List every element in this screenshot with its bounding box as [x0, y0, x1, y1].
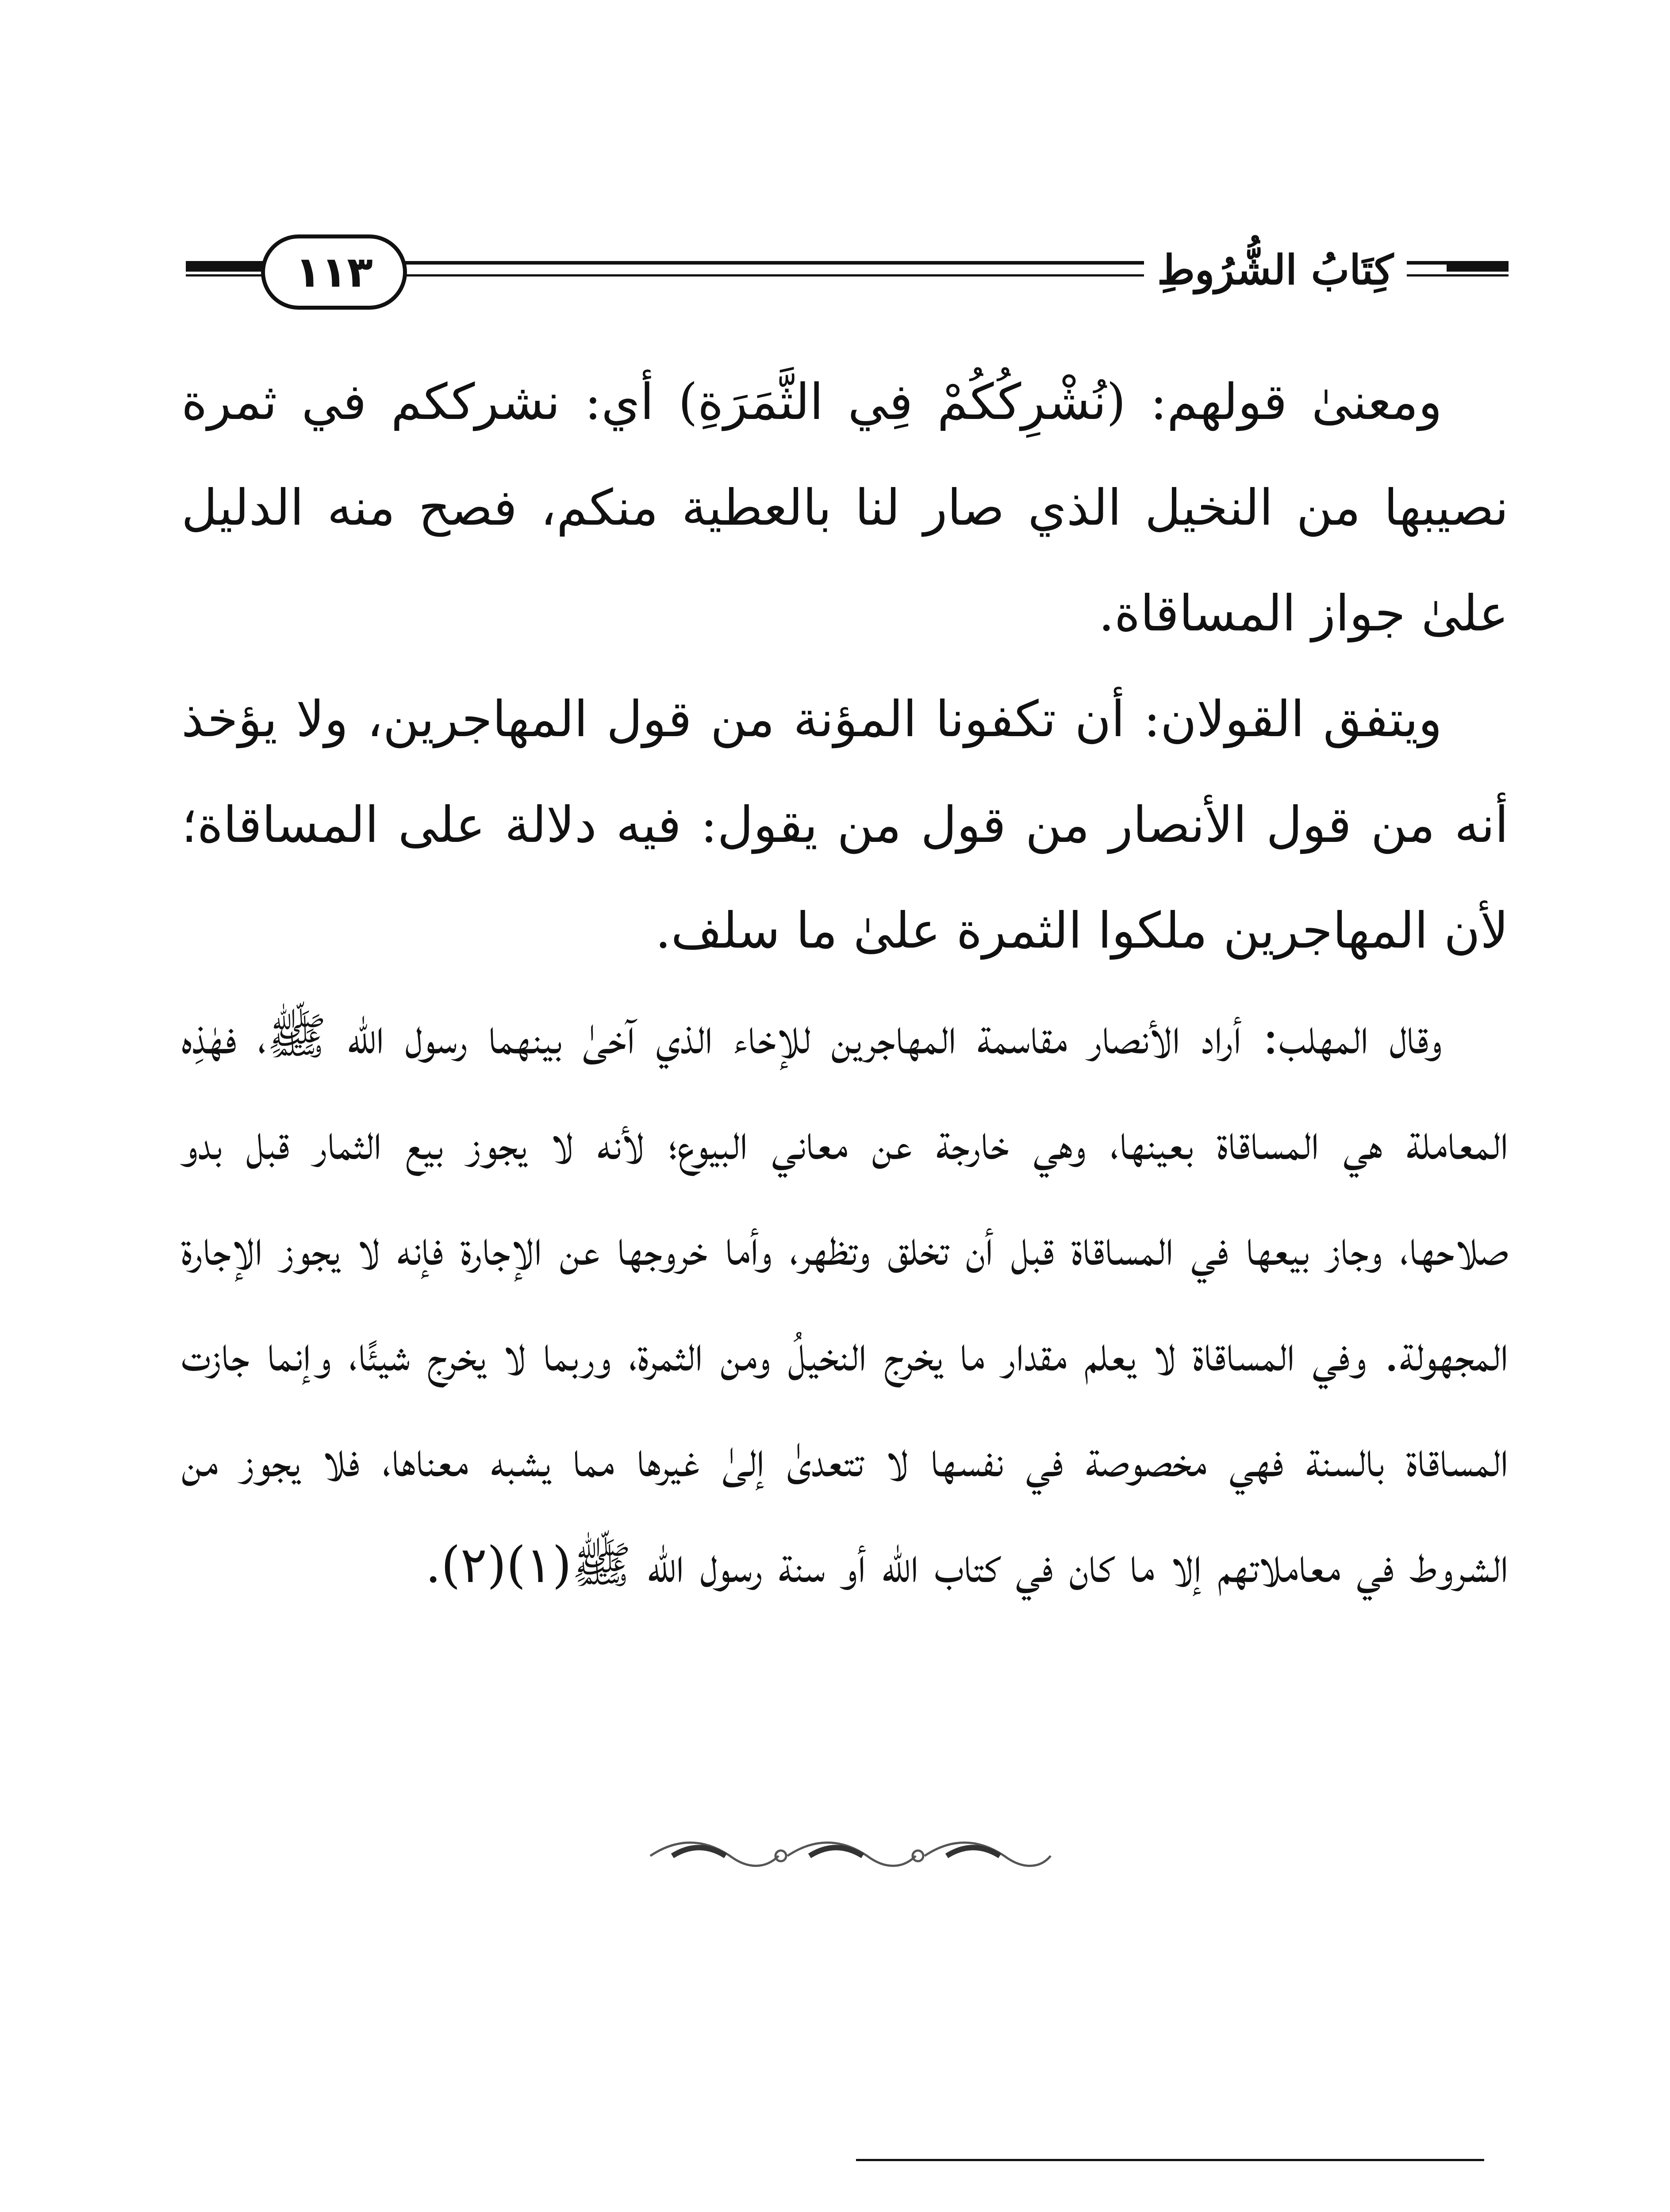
footnote-text	[157, 2194, 1418, 2212]
footnotes	[157, 2194, 1484, 2212]
paragraph: وقال المهلب: أراد الأنصار مقاسمة المهاجرين للإخاء الذي آخىٰ بينهما رسول الله ﷺ، فهٰذِه المعاملة هي المساقاة بعينها، وهي خارجة عن معاني البيوع؛ لأنه لا يجوز بيع الثمار قبل بدو صلاحها، وجاز بيعها في المساقاة قبل أن تخلق وتظهر، وأما خروجها عن الإجارة فإنه لا يجوز الإجارة المجهولة. وفي المساقاة لا يعلم مقدار ما يخرج النخيلُ ومن الثمرة، وربما لا يخرج شيئًا، وإنما جازت المساقاة بالسنة فهي مخصوصة في نفسها لا تتعدىٰ إلىٰ غيرها مما يشبه معناها، فلا يجوز من الشروط في معاملاتهم إلا ما كان في كتاب الله أو سنة رسول الله ﷺ(١)(٢).	[181, 1008, 1509, 1594]
page-number-frame	[261, 234, 407, 310]
page-number: ١١٣	[295, 247, 373, 297]
running-title: كِتَابُ الشُّرُوطِ	[1144, 246, 1407, 294]
header-rule-left-stub	[186, 265, 270, 272]
footnote-separator	[856, 2159, 1484, 2161]
body-text	[181, 349, 1509, 1618]
paragraph: ويتفق القولان: أن تكفونا المؤنة من قول المهاجرين، ولا يؤخذ أنه من قول الأنصار من قول من يقول: فيه دلالة على المساقاة؛ لأن المهاجرين ملكوا الثمرة علىٰ ما سلف.	[181, 691, 1509, 960]
footnote-number	[1418, 2194, 1484, 2212]
header-rule-right-stub	[1447, 265, 1509, 272]
paragraph: ومعنىٰ قولهم: (نُشْرِكُكُمْ فِي الثَّمَرَةِ) أي: نشرككم في ثمرة نصيبها من النخيل الذي صار لنا بالعطية منكم، فصح منه الدليل علىٰ جواز المساقاة.	[181, 373, 1509, 642]
section-ornament	[641, 1832, 1057, 1880]
running-header	[186, 230, 1509, 319]
footnote-1	[157, 2194, 1484, 2212]
